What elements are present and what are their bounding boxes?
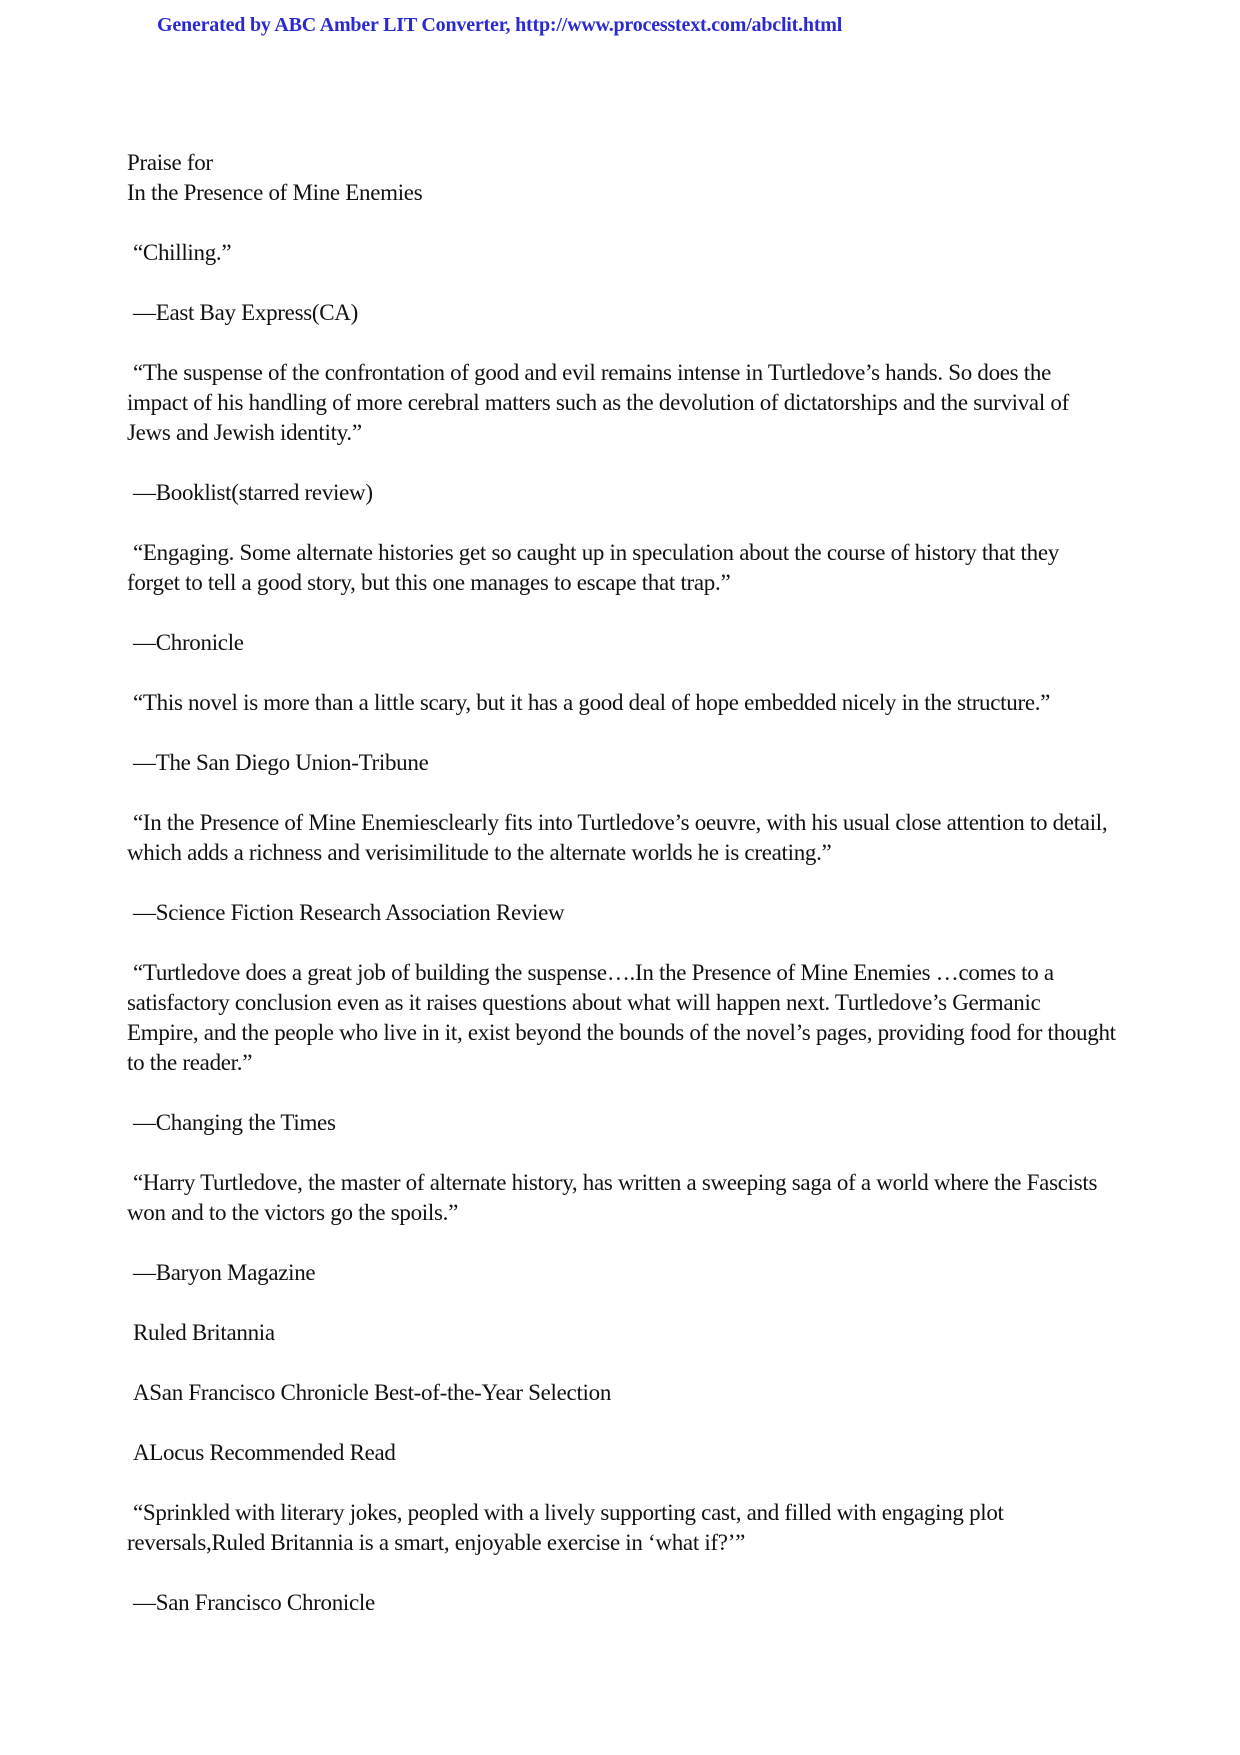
quote-text: “In the Presence of Mine Enemiesclearly fits into Turtledove’s oeuvre, with his usual close attention to detail, which adds a richness and verisimilitude to the alternate worlds he is creating.” xyxy=(127,810,1108,865)
quote-text: “This novel is more than a little scary, but it has a good deal of hope embedded nicely in the structure.” xyxy=(133,690,1051,715)
quote-source: —San Francisco Chronicle xyxy=(133,1590,375,1615)
award-line: ASan Francisco Chronicle Best-of-the-Year Selection xyxy=(133,1380,612,1405)
document-body xyxy=(127,148,1117,1648)
quote-source: —Changing the Times xyxy=(133,1110,336,1135)
quote-text: “The suspense of the confrontation of good and evil remains intense in Turtledove’s hands. So does the impact of his handling of more cerebral matters such as the devolution of dictatorships and the survival of Jews and Jewish identity.” xyxy=(127,360,1069,445)
praise-heading: Praise for xyxy=(127,150,213,175)
quote-text: “Chilling.” xyxy=(133,240,232,265)
quote-text: “Turtledove does a great job of building the suspense….In the Presence of Mine Enemies …comes to a satisfactory conclusion even as it raises questions about what will happen next. Turtledove’s Germanic Empire, and the people who live in it, exist beyond the bounds of the novel’s pages, providing food for thought to the reader.” xyxy=(127,960,1116,1075)
quote-text: “Harry Turtledove, the master of alternate history, has written a sweeping saga of a world where the Fascists won and to the victors go the spoils.” xyxy=(127,1170,1098,1225)
quote-source: —Science Fiction Research Association Review xyxy=(133,900,565,925)
quote-text: “Engaging. Some alternate histories get so caught up in speculation about the course of history that they forget to tell a good story, but this one manages to escape that trap.” xyxy=(127,540,1059,595)
quote-source: —The San Diego Union-Tribune xyxy=(133,750,429,775)
second-book-title: Ruled Britannia xyxy=(133,1320,275,1345)
converter-header: Generated by ABC Amber LIT Converter, http://www.processtext.com/abclit.html xyxy=(157,14,843,36)
quote-source: —Baryon Magazine xyxy=(133,1260,316,1285)
quote-source: —East Bay Express(CA) xyxy=(133,300,358,325)
quote-source: —Chronicle xyxy=(133,630,244,655)
quote-source: —Booklist(starred review) xyxy=(133,480,373,505)
quote-text: “Sprinkled with literary jokes, peopled with a lively supporting cast, and filled with engaging plot reversals,Ruled Britannia is a smart, enjoyable exercise in ‘what if?’” xyxy=(127,1500,1004,1555)
award-line: ALocus Recommended Read xyxy=(133,1440,396,1465)
book-title: In the Presence of Mine Enemies xyxy=(127,180,423,205)
